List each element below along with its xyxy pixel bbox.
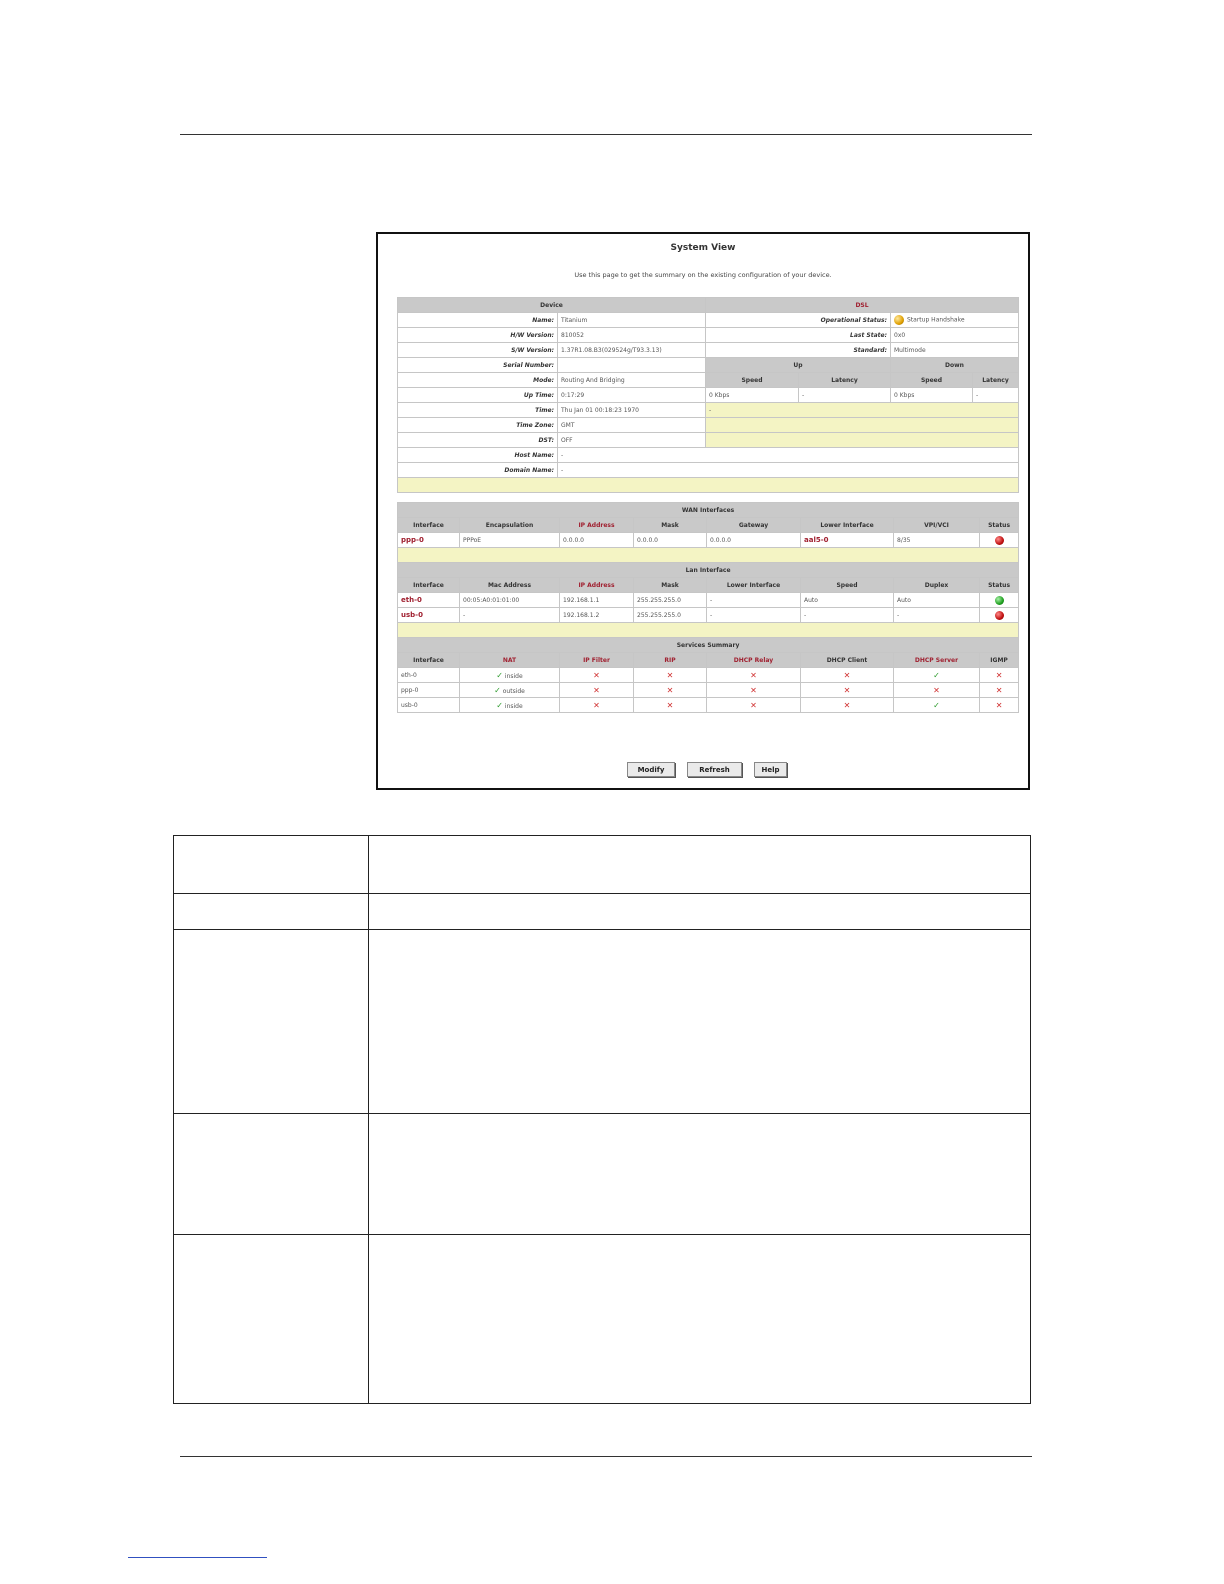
wan-header: WAN Interfaces	[398, 503, 1019, 518]
dsl-up-header: Up	[706, 358, 891, 373]
status-amber-icon	[894, 315, 904, 325]
description-cell	[174, 1235, 369, 1404]
cross-icon: ✕	[666, 670, 674, 680]
dhcp-relay-link[interactable]: DHCP Relay	[707, 653, 801, 668]
nat-cell: ✓ inside	[460, 668, 560, 683]
ip-filter-link[interactable]: IP Filter	[560, 653, 634, 668]
wan-col-header: Encapsulation	[460, 518, 560, 533]
modify-button[interactable]: Modify	[627, 762, 675, 777]
ip-filter-cell	[560, 683, 634, 698]
dhcp-relay-cell	[707, 698, 801, 713]
description-cell	[174, 894, 369, 930]
services-row	[398, 683, 1019, 698]
lan-cell: 192.168.1.1	[560, 593, 634, 608]
device-value: 810052	[558, 328, 706, 343]
cross-icon: ✕	[666, 700, 674, 710]
device-label: Domain Name:	[398, 463, 558, 478]
nat-cell: ✓ inside	[460, 698, 560, 713]
status-red-icon	[995, 611, 1004, 620]
dsl-value: 0 Kbps	[706, 388, 799, 403]
footer-rule	[180, 1456, 1032, 1457]
lan-col-header: Interface	[398, 578, 460, 593]
services-interface: usb-0	[398, 698, 460, 713]
device-header: Device	[398, 298, 706, 313]
services-header: Services Summary	[398, 638, 1019, 653]
device-value: Titanium	[558, 313, 706, 328]
interface-link[interactable]: usb-0	[398, 608, 460, 623]
wan-col-header: Mask	[634, 518, 707, 533]
device-label: DST:	[398, 433, 558, 448]
cross-icon: ✕	[593, 700, 600, 710]
operational-status-value: Startup Handshake	[891, 313, 1019, 328]
device-label: Name:	[398, 313, 558, 328]
wan-col-header: Lower Interface	[801, 518, 894, 533]
services-col-header: DHCP Client	[801, 653, 894, 668]
lan-cell: -	[707, 593, 801, 608]
dsl-value: Multimode	[891, 343, 1019, 358]
wan-cell: 0.0.0.0	[634, 533, 707, 548]
device-label: Mode:	[398, 373, 558, 388]
yellow-band	[706, 433, 1019, 448]
cross-icon: ✕	[843, 700, 851, 710]
device-value: -	[558, 463, 1019, 478]
interfaces-table	[397, 502, 1019, 713]
dhcp-relay-cell	[707, 668, 801, 683]
dsl-value: 0x0	[891, 328, 1019, 343]
help-button[interactable]: Help	[754, 762, 787, 777]
lan-col-header: Mac Address	[460, 578, 560, 593]
lower-interface-link[interactable]: aal5-0	[801, 533, 894, 548]
lan-row	[398, 608, 1019, 623]
device-value: -	[558, 448, 1019, 463]
cross-icon: ✕	[593, 670, 600, 680]
rip-link[interactable]: RIP	[634, 653, 707, 668]
rip-cell	[634, 668, 707, 683]
dsl-subheader: Latency	[799, 373, 891, 388]
check-icon: ✓	[933, 670, 940, 680]
device-value: Thu Jan 01 00:18:23 1970	[558, 403, 706, 418]
dsl-value: 0 Kbps	[891, 388, 973, 403]
device-label: Time:	[398, 403, 558, 418]
cross-icon: ✕	[995, 700, 1003, 710]
page-description: Use this page to get the summary on the existing configuration of your device.	[574, 271, 832, 279]
lan-cell: -	[801, 608, 894, 623]
check-icon: ✓	[933, 700, 940, 710]
lan-ip-address-link[interactable]: IP Address	[560, 578, 634, 593]
lan-cell: -	[894, 608, 980, 623]
lan-cell: Auto	[801, 593, 894, 608]
status-green-icon	[995, 596, 1004, 605]
lan-row	[398, 593, 1019, 608]
header-rule	[180, 134, 1032, 135]
wan-row	[398, 533, 1019, 548]
dsl-subheader: Speed	[891, 373, 973, 388]
cross-icon: ✕	[750, 700, 757, 710]
device-value: Routing And Bridging	[558, 373, 706, 388]
device-value: OFF	[558, 433, 706, 448]
yellow-band	[398, 478, 1019, 493]
wan-col-header: Interface	[398, 518, 460, 533]
interface-link[interactable]: eth-0	[398, 593, 460, 608]
device-label: Host Name:	[398, 448, 558, 463]
dsl-subheader: Latency	[973, 373, 1019, 388]
device-value: GMT	[558, 418, 706, 433]
interface-link[interactable]: ppp-0	[398, 533, 460, 548]
dhcp-server-link[interactable]: DHCP Server	[894, 653, 980, 668]
device-label: S/W Version:	[398, 343, 558, 358]
footer-link-underline	[128, 1557, 267, 1558]
lan-col-header: Lower Interface	[707, 578, 801, 593]
rip-cell	[634, 698, 707, 713]
device-value	[558, 358, 706, 373]
dsl-value: -	[973, 388, 1019, 403]
description-cell	[369, 1114, 1031, 1235]
check-icon: ✓	[496, 670, 503, 680]
dhcp-server-cell	[894, 698, 980, 713]
dsl-label: Standard:	[706, 343, 891, 358]
wan-col-header: Gateway	[707, 518, 801, 533]
rip-cell	[634, 683, 707, 698]
lan-cell: 192.168.1.2	[560, 608, 634, 623]
description-cell	[369, 836, 1031, 894]
description-cell	[174, 930, 369, 1114]
yellow-band	[398, 623, 1019, 638]
description-table	[173, 835, 1031, 1404]
igmp-cell	[980, 683, 1019, 698]
cross-icon: ✕	[995, 670, 1003, 680]
wan-col-header: VPI/VCI	[894, 518, 980, 533]
dsl-subheader: Speed	[706, 373, 799, 388]
dhcp-server-cell	[894, 668, 980, 683]
system-view-screenshot	[376, 232, 1030, 790]
wan-cell: PPPoE	[460, 533, 560, 548]
dhcp-client-cell	[801, 698, 894, 713]
description-cell	[369, 894, 1031, 930]
description-cell	[369, 1235, 1031, 1404]
dhcp-server-cell	[894, 683, 980, 698]
lan-cell: -	[707, 608, 801, 623]
wan-cell: 8/35	[894, 533, 980, 548]
lan-col-header: Duplex	[894, 578, 980, 593]
device-label: Up Time:	[398, 388, 558, 403]
check-icon: ✓	[494, 685, 501, 695]
device-label: Time Zone:	[398, 418, 558, 433]
wan-col-header: Status	[980, 518, 1019, 533]
nat-cell: ✓ outside	[460, 683, 560, 698]
nat-link[interactable]: NAT	[460, 653, 560, 668]
lan-cell: 00:05:A0:01:01:00	[460, 593, 560, 608]
lan-cell: -	[460, 608, 560, 623]
lan-status	[980, 593, 1019, 608]
device-label: H/W Version:	[398, 328, 558, 343]
services-col-header: IGMP	[980, 653, 1019, 668]
lan-status	[980, 608, 1019, 623]
services-interface: eth-0	[398, 668, 460, 683]
wan-ip-address-link[interactable]: IP Address	[560, 518, 634, 533]
cross-icon: ✕	[933, 685, 940, 695]
services-row	[398, 668, 1019, 683]
services-interface: ppp-0	[398, 683, 460, 698]
dhcp-client-cell	[801, 683, 894, 698]
lan-col-header: Speed	[801, 578, 894, 593]
services-row	[398, 698, 1019, 713]
status-red-icon	[995, 536, 1004, 545]
lan-col-header: Mask	[634, 578, 707, 593]
yellow-band	[398, 548, 1019, 563]
cross-icon: ✕	[750, 685, 757, 695]
device-dsl-table	[397, 297, 1019, 493]
description-cell	[174, 836, 369, 894]
page-title: System View	[670, 243, 736, 253]
lan-cell: 255.255.255.0	[634, 608, 707, 623]
cross-icon: ✕	[750, 670, 757, 680]
ip-filter-cell	[560, 668, 634, 683]
device-label: Serial Number:	[398, 358, 558, 373]
igmp-cell	[980, 698, 1019, 713]
cross-icon: ✕	[593, 685, 600, 695]
lan-col-header: Status	[980, 578, 1019, 593]
device-value: 1.37R1.08.B3(029524g/T93.3.13)	[558, 343, 706, 358]
lan-header: Lan Interface	[398, 563, 1019, 578]
cross-icon: ✕	[995, 685, 1003, 695]
check-icon: ✓	[496, 700, 503, 710]
dsl-value: -	[799, 388, 891, 403]
dsl-label: Last State:	[706, 328, 891, 343]
yellow-band	[706, 418, 1019, 433]
igmp-cell	[980, 668, 1019, 683]
services-col-header: Interface	[398, 653, 460, 668]
lan-cell: Auto	[894, 593, 980, 608]
dhcp-client-cell	[801, 668, 894, 683]
device-value: 0:17:29	[558, 388, 706, 403]
lan-cell: 255.255.255.0	[634, 593, 707, 608]
refresh-button[interactable]: Refresh	[687, 762, 742, 777]
wan-status	[980, 533, 1019, 548]
wan-cell: 0.0.0.0	[560, 533, 634, 548]
cross-icon: ✕	[843, 670, 851, 680]
dsl-label: Operational Status:	[706, 313, 891, 328]
dsl-header-link[interactable]: DSL	[706, 298, 1019, 313]
ip-filter-cell	[560, 698, 634, 713]
dsl-down-header: Down	[891, 358, 1019, 373]
description-cell	[369, 930, 1031, 1114]
cross-icon: ✕	[666, 685, 674, 695]
wan-cell: 0.0.0.0	[707, 533, 801, 548]
description-cell	[174, 1114, 369, 1235]
dhcp-relay-cell	[707, 683, 801, 698]
dsl-value: -	[706, 403, 1019, 418]
cross-icon: ✕	[843, 685, 851, 695]
